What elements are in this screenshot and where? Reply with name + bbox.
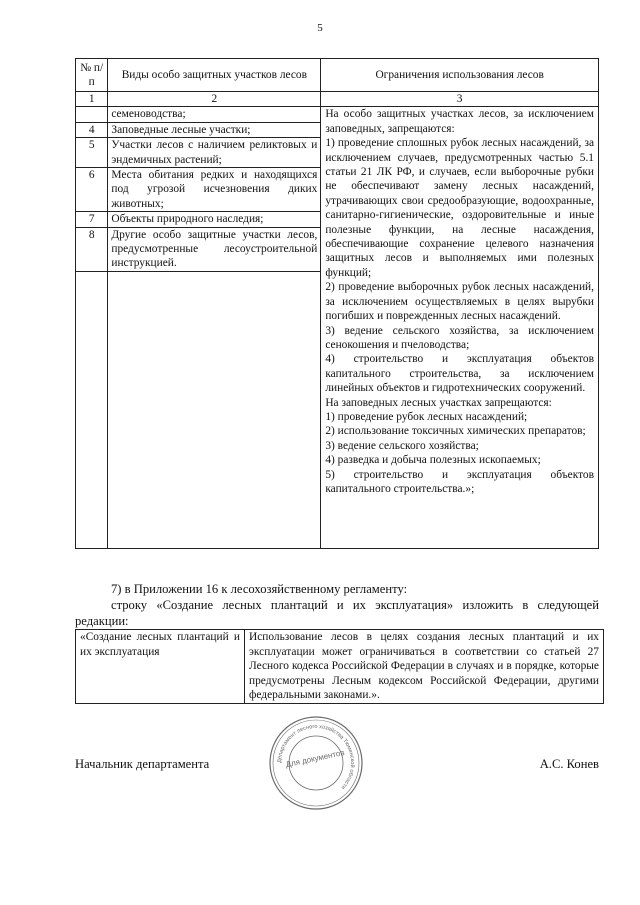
restriction-paragraph: 4) строительство и эксплуатация объектов капитального строительства, за исключением линейных объектов и гидротехнических сооружений. <box>325 353 594 395</box>
row-number: 8 <box>76 227 108 271</box>
restriction-paragraph: 2) использование токсичных химических препаратов; <box>325 425 586 438</box>
area-type: Заповедные лесные участки; <box>108 122 321 137</box>
header-restrictions: Ограничения использования лесов <box>321 59 599 92</box>
restriction-paragraph: 1) проведение сплошных рубок лесных насаждений, за исключением случаев, предусмотренных частью 5.1 статьи 21 ЛК РФ, и случаев, если выборочные рубки не обеспечивают замену лесных насаждений, утрачивающих свои средообразующие, водоохранные, санитарно-гигиенические, оздоровительные и иные полезные функции, на лесные насаждения, обеспечивающие сохранение целевого назначения защитных лесов и выполняемых ими полезных функций; <box>325 137 594 279</box>
restriction-paragraph: 3) ведение сельского хозяйства, за исключением сенокошения и пчеловодства; <box>325 324 594 351</box>
restriction-paragraph: На особо защитных участках лесов, за исключением заповедных, запрещаются: <box>325 108 594 135</box>
stamp-ring-text: Департамент лесного хозяйства Тюменской области <box>276 723 356 791</box>
column-number: 3 <box>321 92 599 107</box>
empty-cell <box>108 271 321 548</box>
restriction-paragraph: На заповедных лесных участках запрещаются: <box>325 396 552 409</box>
signature-title: Начальник департамента <box>75 757 210 771</box>
table-row <box>76 630 604 704</box>
row-number <box>76 107 108 122</box>
row-number: 4 <box>76 122 108 137</box>
column-number: 1 <box>76 92 108 107</box>
empty-cell <box>76 271 108 548</box>
restriction-paragraph: 2) проведение выборочных рубок лесных насаждений, за исключением осуществляемых в целях вырубки погибших и поврежденных лесных насаждений. <box>325 281 594 323</box>
paragraph-7: 7) в Приложении 16 к лесохозяйственному регламенту: <box>111 582 408 596</box>
stamp-center-text: Для документов <box>284 747 346 770</box>
activity-restrictions: Использование лесов в целях создания лесных плантаций и их эксплуатации может ограничиваться в соответствии со статьей 27 Лесного кодекса Российской Федерации в случаях и в порядке, которые предусмотрены Лесным кодексом Российской Федерации, другими федеральными законами.». <box>245 630 604 704</box>
restriction-paragraph: 4) разведка и добыча полезных ископаемых; <box>325 454 541 467</box>
row-number: 6 <box>76 168 108 212</box>
table-row <box>76 107 599 122</box>
header-area-types: Виды особо защитных участков лесов <box>108 59 321 92</box>
area-type: Места обитания редких и находящихся под угрозой исчезновения диких животных; <box>108 168 321 212</box>
area-type: Объекты природного наследия; <box>108 212 321 227</box>
signature-name: А.С. Конев <box>539 757 599 771</box>
restriction-paragraph: 3) ведение сельского хозяйства; <box>325 439 479 452</box>
area-type: Другие особо защитные участки лесов, предусмотренные лесоустроительной инструкцией. <box>108 227 321 271</box>
restriction-paragraph: 5) строительство и эксплуатация объектов капитального строительства.»; <box>325 468 594 495</box>
column-number: 2 <box>108 92 321 107</box>
row-number: 5 <box>76 138 108 168</box>
restriction-paragraph: 1) проведение рубок лесных насаждений; <box>325 410 528 423</box>
area-type: семеноводства; <box>108 107 321 122</box>
forest-areas-table <box>75 58 599 549</box>
page-number: 5 <box>317 22 323 34</box>
header-number: № п/п <box>76 59 108 92</box>
column-numbers-row <box>76 92 599 107</box>
activity-name: «Создание лесных плантаций и их эксплуатация <box>76 630 245 704</box>
table-header-row <box>76 59 599 92</box>
restrictions-cell <box>321 107 599 548</box>
plantation-table <box>75 629 604 704</box>
paragraph-instruction: строку «Создание лесных плантаций и их эксплуатация» изложить в следующей редакции: <box>75 598 599 628</box>
stamp-seal <box>268 715 364 811</box>
row-number: 7 <box>76 212 108 227</box>
area-type: Участки лесов с наличием реликтовых и эндемичных растений; <box>108 138 321 168</box>
